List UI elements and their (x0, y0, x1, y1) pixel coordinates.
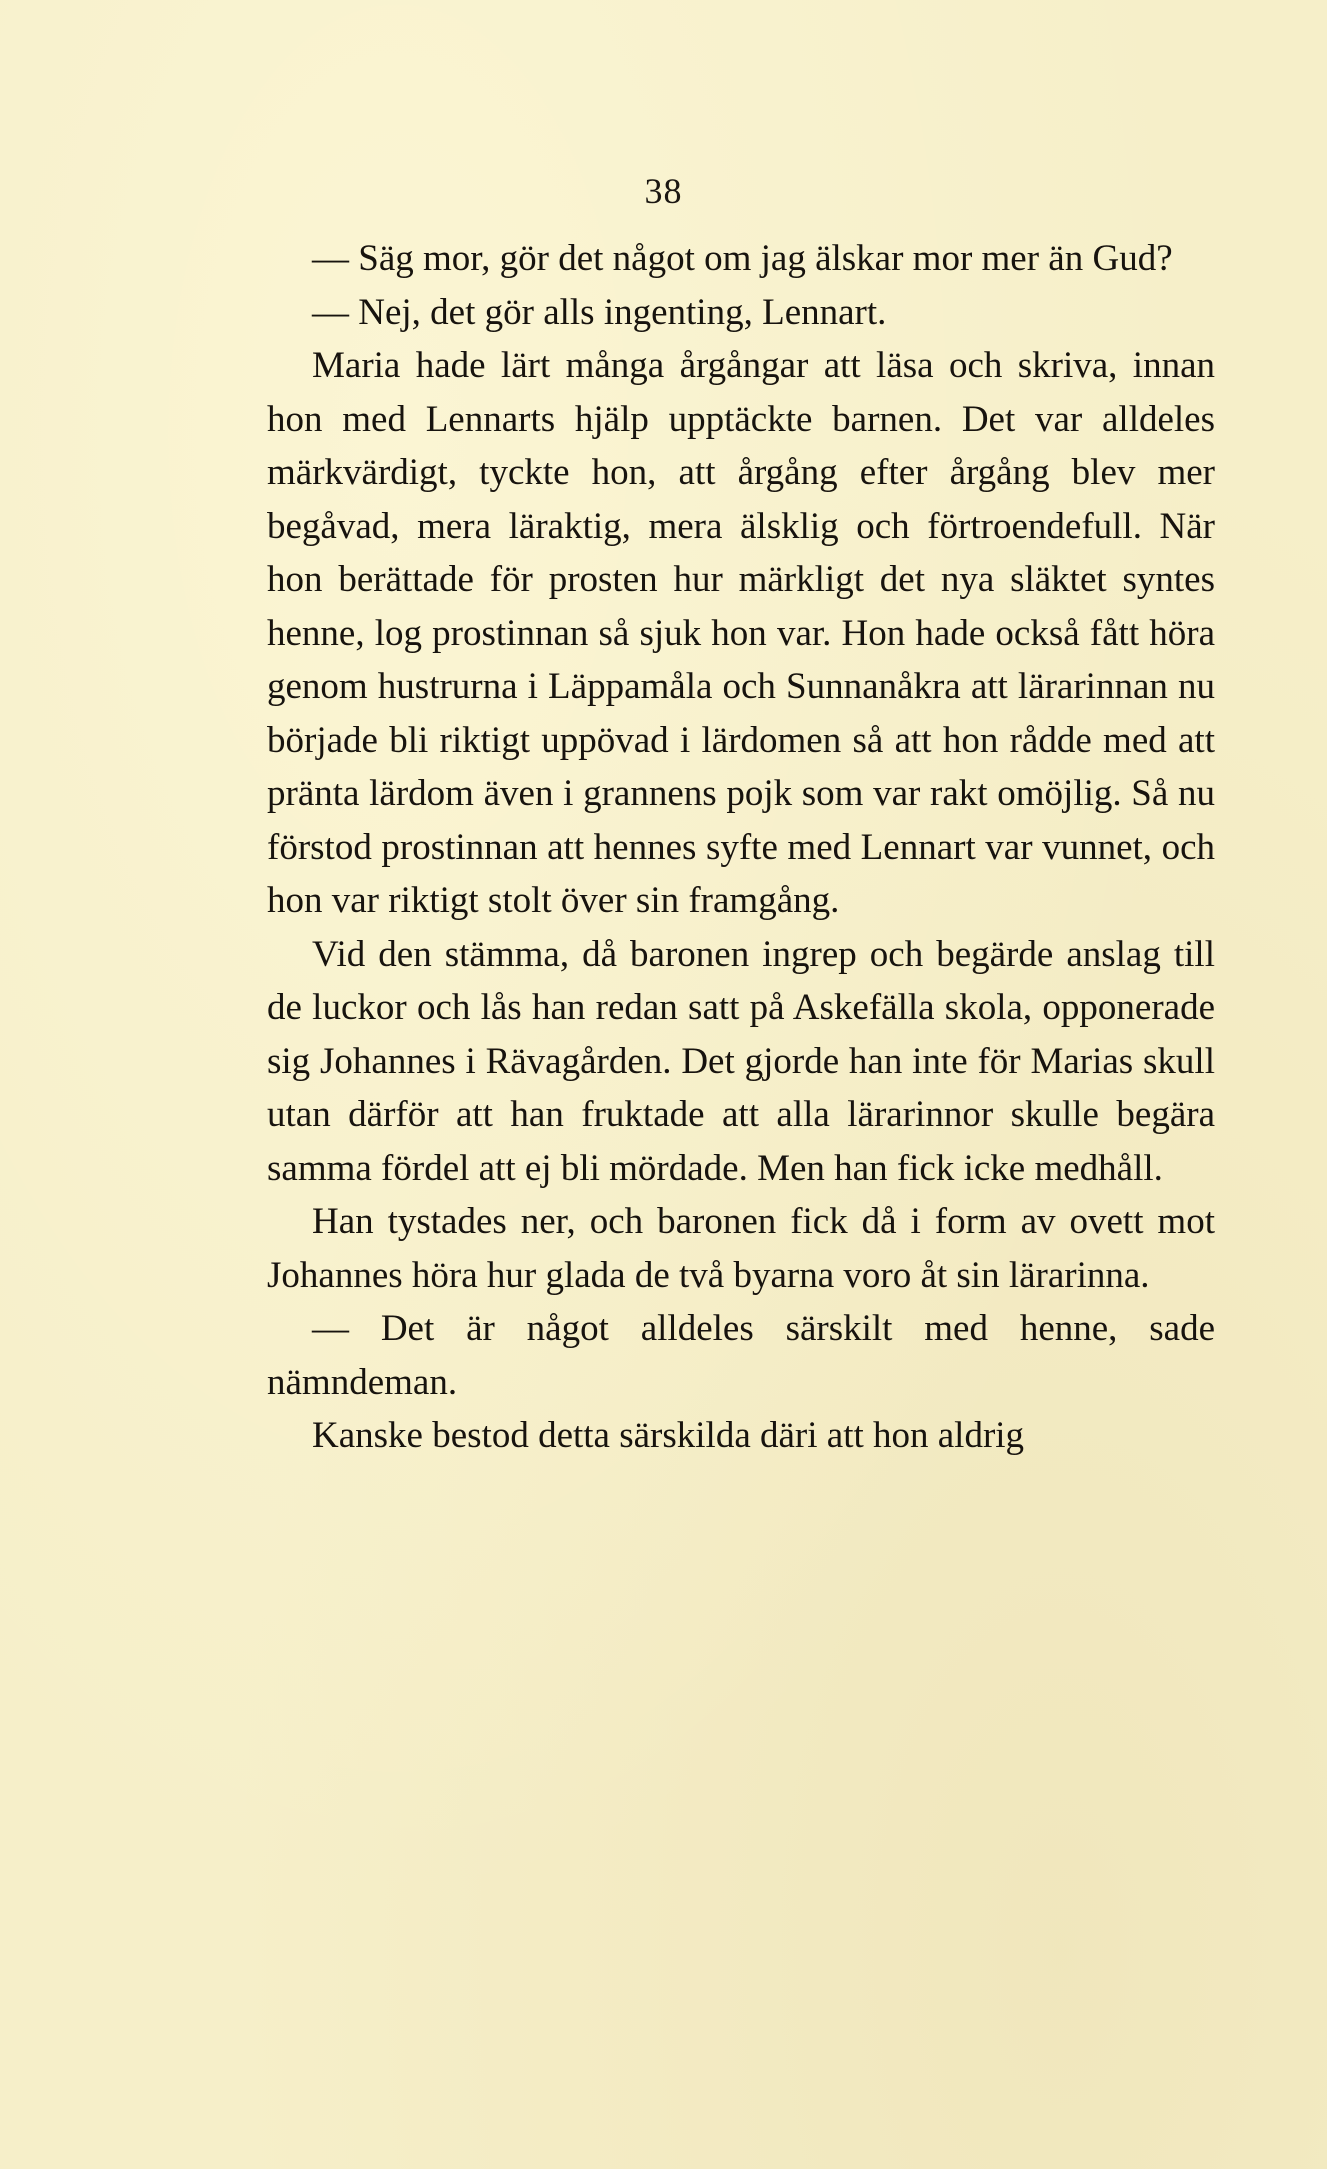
paragraph-dialogue-2: — Nej, det gör alls ingenting, Lennart. (312, 291, 887, 333)
body-text (267, 232, 1215, 1463)
paragraph-dialogue-1: — Säg mor, gör det något om jag älskar mor mer än Gud? (312, 238, 1173, 279)
paragraph-kanske: Kanske bestod detta särskilda däri att hon aldrig (312, 1415, 1025, 1456)
paragraph-stamma: Vid den stämma, då baronen ingrep och begärde anslag till de luckor och lås han redan satt på Askefälla skola, opponerade sig Johannes i Rävagården. Det gjorde han inte för Marias skull utan därför att han fruktade att alla lärarinnor skulle begära samma fördel att ej bli mördade. Men han fick icke medhåll. (267, 933, 1215, 1189)
paragraph-dialogue-3: — Det är något alldeles särskilt med henne, sade nämndeman. (267, 1308, 1215, 1403)
page-number: 38 (644, 171, 683, 211)
paragraph-maria: Maria hade lärt många årgångar att läsa och skriva, innan hon med Lennarts hjälp upptäckte barnen. Det var alldeles märkvärdigt, tyckte hon, att årgång efter årgång blev mer begåvad, mera läraktig, mera älsklig och förtroendefull. När hon berättade för prosten hur märkligt det nya släktet syntes henne, log prostinnan så sjuk hon var. Hon hade också fått höra genom hustrurna i Läppamåla och Sunnanåkra att lärarinnan nu började bli riktigt uppövad i lärdomen så att hon rådde med att pränta lärdom även i grannens pojk som var rakt omöjlig. Så nu förstod prostinnan att hennes syfte med Lennart var vunnet, och hon var riktigt stolt över sin framgång. (267, 345, 1215, 921)
paragraph-tystades: Han tystades ner, och baronen fick då i form av ovett mot Johannes höra hur glada de två byarna voro åt sin lärarinna. (267, 1201, 1215, 1296)
